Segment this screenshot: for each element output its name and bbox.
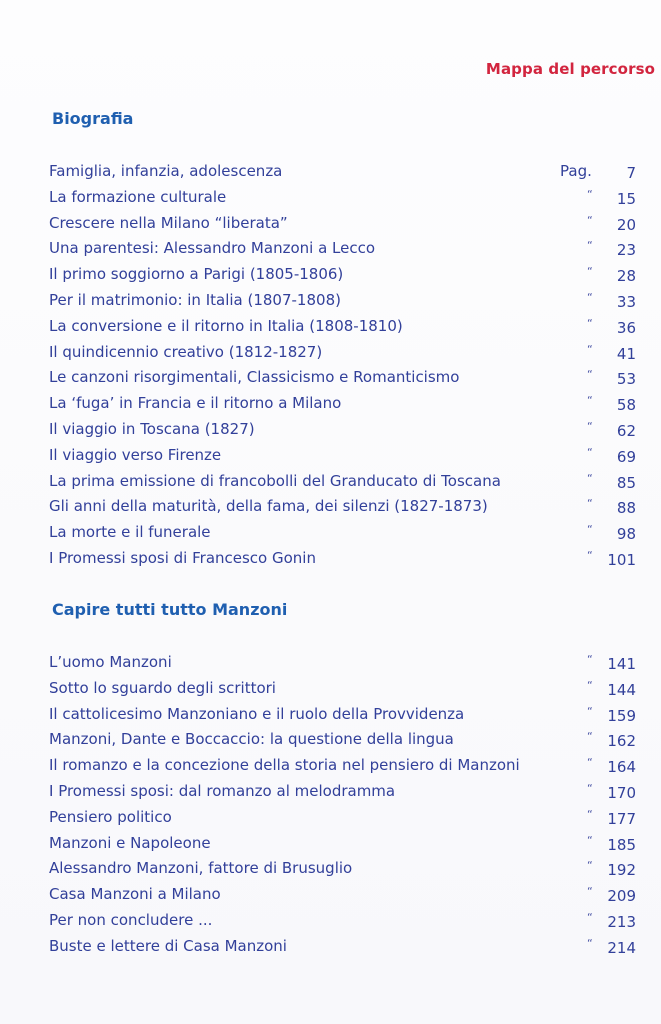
toc-entry-title: Il quindicennio creativo (1812-1827) (49, 342, 323, 361)
toc-entry (49, 469, 639, 495)
ditto-mark: “ (587, 730, 593, 744)
toc-page-number: 69 (616, 447, 636, 466)
toc-entry (49, 908, 639, 934)
toc-entry (49, 805, 639, 831)
ditto-mark: “ (587, 239, 593, 253)
ditto-mark: “ (587, 833, 593, 847)
ditto-mark: “ (587, 445, 593, 459)
toc-page-number: 141 (607, 655, 636, 673)
toc-page-number: 185 (607, 835, 636, 854)
ditto-mark: “ (587, 213, 593, 227)
toc-entry-title: Per il matrimonio: in Italia (1807-1808) (49, 290, 341, 309)
ditto-mark: “ (587, 290, 593, 304)
toc-page-number: 213 (607, 912, 636, 931)
toc-page-number: 33 (616, 292, 636, 311)
ditto-mark: “ (587, 678, 593, 692)
toc-entry-title: Il viaggio in Toscana (1827) (49, 419, 255, 438)
toc-page-number: 162 (607, 732, 636, 751)
toc-page-number: 192 (607, 861, 636, 880)
ditto-mark: “ (587, 756, 593, 770)
toc-entry (49, 779, 639, 805)
ditto-mark: “ (587, 471, 593, 485)
toc-entry (49, 702, 639, 728)
toc-entry-title: L’uomo Manzoni (49, 653, 172, 671)
toc-page-number: 159 (607, 706, 636, 725)
ditto-mark: “ (587, 394, 593, 408)
toc-page-number: 88 (616, 499, 636, 518)
toc-page-number: 23 (616, 241, 636, 260)
toc-page-number: 53 (616, 370, 636, 389)
toc-page-number: 164 (607, 758, 636, 777)
toc-entry (49, 288, 639, 314)
toc-entry-title: Buste e lettere di Casa Manzoni (49, 936, 287, 955)
ditto-mark: “ (587, 859, 593, 873)
toc-entry (49, 520, 639, 546)
toc-entry (49, 365, 639, 391)
ditto-mark: “ (587, 704, 593, 718)
page-prefix-label: Pag. (560, 162, 592, 180)
toc-entry-title: La ‘fuga’ in Francia e il ritorno a Milano (49, 394, 342, 413)
ditto-mark: “ (587, 548, 593, 562)
toc-entry (49, 185, 639, 211)
toc-entry (49, 727, 639, 753)
toc-entry-title: La prima emissione di francobolli del Granducato di Toscana (49, 471, 501, 490)
ditto-mark: “ (587, 497, 593, 511)
toc-entry-title: I Promessi sposi di Francesco Gonin (49, 548, 316, 567)
toc-entry (49, 262, 639, 288)
toc-entry (49, 934, 639, 960)
toc-entry (49, 159, 639, 185)
ditto-mark: “ (587, 342, 593, 356)
toc-entry-title: Pensiero politico (49, 807, 172, 826)
toc-page-number: 214 (607, 938, 636, 957)
toc-entry (49, 211, 639, 237)
toc-page-number: 177 (607, 809, 636, 828)
toc-entry (49, 391, 639, 417)
toc-list-capire-manzoni (49, 650, 639, 960)
toc-entry (49, 314, 639, 340)
toc-entry-title: La conversione e il ritorno in Italia (1808-1810) (49, 316, 403, 335)
ditto-mark: “ (587, 187, 593, 201)
toc-page-number: 85 (616, 473, 636, 492)
toc-entry-title: Una parentesi: Alessandro Manzoni a Lecco (49, 239, 376, 258)
toc-entry-title: Famiglia, infanzia, adolescenza (49, 162, 283, 180)
toc-entry-title: Manzoni, Dante e Boccaccio: la questione della lingua (49, 730, 454, 749)
toc-entry-title: Sotto lo sguardo degli scrittori (49, 678, 276, 697)
toc-entry-title: Il romanzo e la concezione della storia nel pensiero di Manzoni (49, 756, 520, 775)
toc-page-number: 144 (607, 680, 636, 699)
toc-entry (49, 236, 639, 262)
toc-page-number: 62 (616, 421, 636, 440)
ditto-mark: “ (587, 781, 593, 795)
toc-page-number: 58 (616, 396, 636, 415)
ditto-mark: “ (587, 885, 593, 899)
toc-entry (49, 856, 639, 882)
toc-page-number: 170 (607, 783, 636, 802)
toc-entry-title: La morte e il funerale (49, 523, 211, 542)
toc-entry (49, 546, 639, 572)
toc-entry-title: Il primo soggiorno a Parigi (1805-1806) (49, 265, 344, 284)
toc-entry-title: Casa Manzoni a Milano (49, 885, 221, 904)
toc-entry-title: Il cattolicesimo Manzoniano e il ruolo della Provvidenza (49, 704, 465, 723)
toc-entry (49, 494, 639, 520)
toc-page-number: 41 (616, 344, 636, 363)
toc-entry (49, 882, 639, 908)
ditto-mark: “ (587, 653, 593, 666)
toc-page-number: 101 (607, 550, 636, 569)
toc-entry (49, 417, 639, 443)
toc-page-number: 98 (616, 525, 636, 544)
toc-entry (49, 650, 639, 676)
toc-entry (49, 443, 639, 469)
toc-page-number: 7 (626, 164, 636, 182)
toc-entry-title: Le canzoni risorgimentali, Classicismo e Romanticismo (49, 368, 460, 387)
ditto-mark: “ (587, 807, 593, 821)
toc-entry-title: Alessandro Manzoni, fattore di Brusuglio (49, 859, 353, 878)
ditto-mark: “ (587, 523, 593, 537)
ditto-mark: “ (587, 316, 593, 330)
toc-entry (49, 676, 639, 702)
toc-page-number: 28 (616, 267, 636, 286)
toc-page-number: 209 (607, 887, 636, 906)
toc-page-number: 20 (616, 215, 636, 234)
toc-entry-title: Il viaggio verso Firenze (49, 445, 222, 464)
ditto-mark: “ (587, 419, 593, 433)
toc-page-number: 36 (616, 318, 636, 337)
toc-entry-title: La formazione culturale (49, 187, 227, 206)
toc-entry-title: Per non concludere ... (49, 910, 213, 929)
ditto-mark: “ (587, 368, 593, 382)
section-title-capire-manzoni: Capire tutti tutto Manzoni (52, 600, 288, 619)
ditto-mark: “ (587, 265, 593, 279)
toc-page-number: 15 (616, 189, 636, 208)
toc-entry-title: Gli anni della maturità, della fama, dei silenzi (1827-1873) (49, 497, 488, 516)
page-header-title: Mappa del percorso (485, 60, 655, 78)
toc-entry-title: Manzoni e Napoleone (49, 833, 211, 852)
toc-entry-title: Crescere nella Milano “liberata” (49, 213, 288, 232)
toc-entry (49, 753, 639, 779)
ditto-mark: “ (587, 910, 593, 924)
toc-entry-title: I Promessi sposi: dal romanzo al melodramma (49, 781, 396, 800)
section-title-biografia: Biografia (52, 109, 134, 128)
toc-entry (49, 831, 639, 857)
toc-list-biografia (49, 159, 639, 572)
ditto-mark: “ (587, 936, 593, 950)
toc-entry (49, 340, 639, 366)
